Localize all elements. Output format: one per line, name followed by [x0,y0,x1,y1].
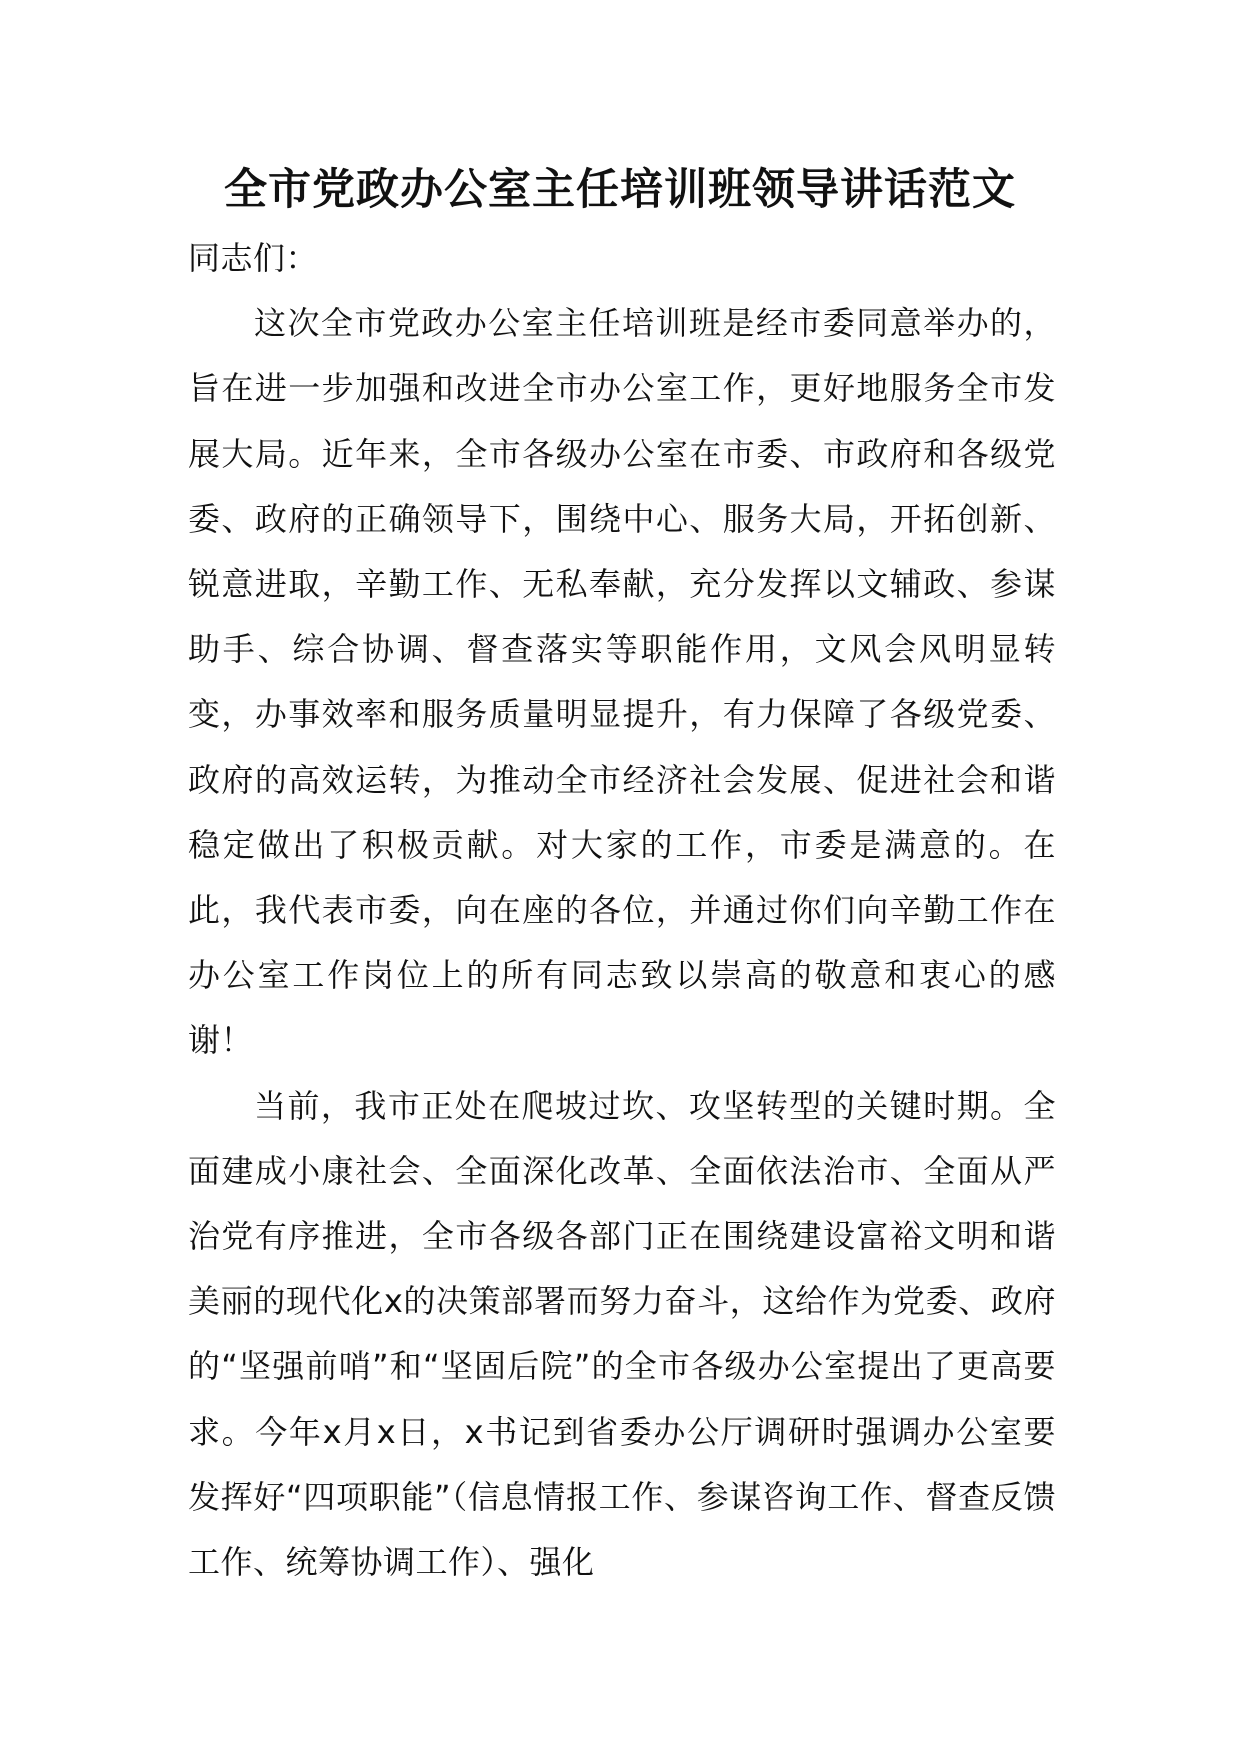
paragraph-2: 当前，我市正处在爬坡过坎、攻坚转型的关键时期。全面建成小康社会、全面深化改革、全面依法治市、全面从严治党有序推进，全市各级各部门正在围绕建设富裕文明和谐美丽的现代化x的决策部署而努力奋斗，这给作为党委、政府的“坚强前哨”和“坚固后院”的全市各级办公室提出了更高要求。今年x月x日，x书记到省委办公厅调研时强调办公室要发挥好“四项职能”（信息情报工作、参谋咨询工作、督查反馈工作、统筹协调工作）、强化 [188,1086,1056,1582]
paragraph-1: 这次全市党政办公室主任培训班是经市委同意举办的，旨在进一步加强和改进全市办公室工作，更好地服务全市发展大局。近年来，全市各级办公室在市委、市政府和各级党委、政府的正确领导下，围绕中心、服务大局，开拓创新、锐意进取，辛勤工作、无私奉献，充分发挥以文辅政、参谋助手、综合协调、督查落实等职能作用，文风会风明显转变，办事效率和服务质量明显提升，有力保障了各级党委、政府的高效运转，为推动全市经济社会发展、促进社会和谐稳定做出了积极贡献。对大家的工作，市委是满意的。在此，我代表市委，向在座的各位，并通过你们向辛勤工作在办公室工作岗位上的所有同志致以崇高的敬意和衷心的感谢！ [188,304,1056,1060]
document-title: 全市党政办公室主任培训班领导讲话范文 [224,165,1016,215]
greeting: 同志们： [188,239,319,277]
document-body [188,226,1056,1595]
